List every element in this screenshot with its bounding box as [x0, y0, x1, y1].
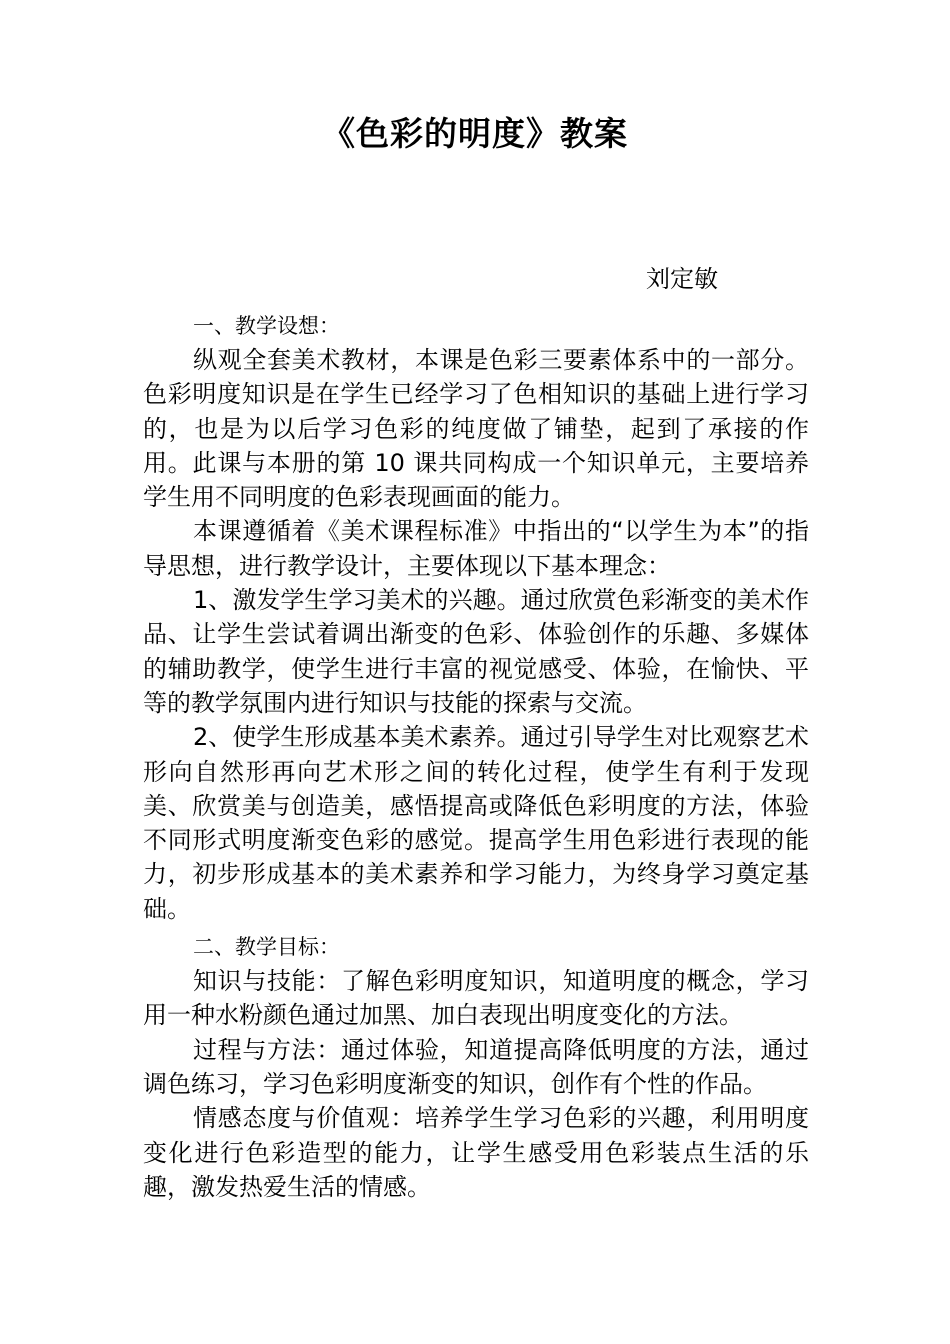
- paragraph: 过程与方法：通过体验，知道提高降低明度的方法，通过调色练习，学习色彩明度渐变的知识，创作有个性的作品。: [143, 1035, 809, 1098]
- paragraph: 纵观全套美术教材，本课是色彩三要素体系中的一部分。色彩明度知识是在学生已经学习了色相知识的基础上进行学习的，也是为以后学习色彩的纯度做了铺垫，起到了承接的作用。此课与本册的第 10 课共同构成一个知识单元，主要培养学生用不同明度的色彩表现画面的能力。: [143, 346, 809, 512]
- paragraph: 2、使学生形成基本美术素养。通过引导学生对比观察艺术形向自然形再向艺术形之间的转化过程，使学生有利于发现美、欣赏美与创造美，感悟提高或降低色彩明度的方法，体验不同形式明度渐变色彩的感觉。提高学生用色彩进行表现的能力，初步形成基本的美术素养和学习能力，为终身学习奠定基础。: [143, 723, 809, 923]
- document-title: 《色彩的明度》教案: [322, 114, 628, 153]
- paragraph: 知识与技能：了解色彩明度知识，知道明度的概念，学习用一种水粉颜色通过加黑、加白表现出明度变化的方法。: [143, 967, 809, 1030]
- paragraph: 本课遵循着《美术课程标准》中指出的“以学生为本”的指导思想，进行教学设计，主要体现以下基本理念：: [143, 517, 809, 580]
- section-heading: 二、教学目标：: [193, 935, 340, 960]
- section-teaching-concept: [143, 309, 809, 926]
- paragraph: 1、激发学生学习美术的兴趣。通过欣赏色彩渐变的美术作品、让学生尝试着调出渐变的色彩、体验创作的乐趣、多媒体的辅助教学，使学生进行丰富的视觉感受、体验，在愉快、平等的教学氛围内进行知识与技能的探索与交流。: [143, 586, 809, 717]
- section-teaching-goals: [143, 930, 809, 1204]
- document-body: [143, 309, 809, 1204]
- section-heading: 一、教学设想：: [193, 314, 340, 338]
- paragraph: 情感态度与价值观：培养学生学习色彩的兴趣，利用明度变化进行色彩造型的能力，让学生感受用色彩装点生活的乐趣，激发热爱生活的情感。: [143, 1104, 809, 1201]
- author-name: 刘定敏: [646, 265, 718, 293]
